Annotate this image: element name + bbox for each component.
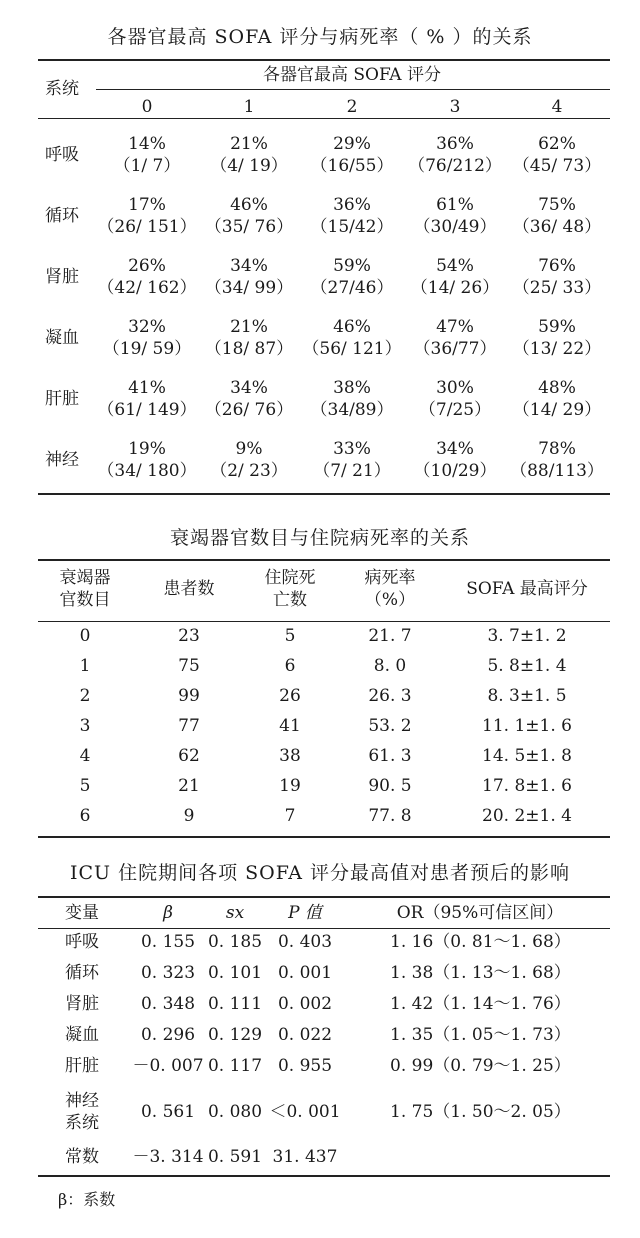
table3-or: 1. 38（1. 13～1. 68）	[390, 963, 571, 983]
table2-cell: 11. 1±1. 6	[482, 716, 572, 736]
table1-cell: 26% （42/ 162）	[97, 256, 197, 298]
table1-cell: 21% （18/ 87）	[204, 317, 294, 359]
table3-p: 0. 022	[277, 1025, 333, 1045]
table2-cell: 2	[79, 686, 91, 706]
table1-cell: 29% （16/55）	[310, 134, 394, 176]
table2-cell: 75	[178, 656, 200, 676]
table1-cell: 34% （26/ 76）	[204, 378, 294, 420]
table1-cell: 32% （19/ 59）	[102, 317, 192, 359]
table1-cell: 41% （61/ 149）	[97, 378, 197, 420]
table3-sx: 0. 185	[207, 932, 263, 952]
table3-or: 0. 99（0. 79～1. 25）	[390, 1056, 571, 1076]
table3-sx: 0. 129	[207, 1025, 263, 1045]
table3-p: 0. 002	[277, 994, 333, 1014]
table1-cell: 47% （36/77）	[413, 317, 497, 359]
table3-variable-label: 凝血	[65, 1025, 99, 1045]
table2-cell: 4	[79, 746, 91, 766]
table2-column-header: 住院死 亡数	[264, 568, 316, 610]
table3-column-header: P 值	[288, 903, 322, 923]
table2-column-header: SOFA 最高评分	[466, 579, 588, 599]
table2-cell: 0	[79, 626, 91, 646]
table2-cell: 77. 8	[368, 806, 412, 826]
table2-column-header: 患者数	[163, 579, 215, 599]
table2-cell: 8. 0	[373, 656, 407, 676]
table2-cell: 7	[284, 806, 296, 826]
table2-cell: 90. 5	[368, 776, 412, 796]
table2-cell: 41	[279, 716, 301, 736]
table2-cell: 14. 5±1. 8	[482, 746, 572, 766]
table2-cell: 62	[178, 746, 200, 766]
table3-p: ＜0. 001	[269, 1102, 341, 1122]
table2-cell: 6	[284, 656, 296, 676]
table1-cell: 21% （4/ 19）	[210, 134, 288, 176]
table1-group-rule	[96, 89, 610, 90]
table1-header-rule	[38, 118, 610, 119]
table1-header-system: 系统	[45, 79, 79, 99]
table3-column-header: β	[163, 903, 173, 923]
table3-beta: －0. 007	[132, 1056, 204, 1076]
table1-system-label: 循环	[45, 206, 79, 226]
table2-cell: 26	[279, 686, 301, 706]
table1-cell: 14% （1/ 7）	[113, 134, 181, 176]
table3-title: ICU 住院期间各项 SOFA 评分最高值对患者预后的影响	[69, 862, 571, 884]
table3-column-header: 变量	[65, 903, 99, 923]
table2-cell: 38	[279, 746, 301, 766]
table2-cell: 26. 3	[368, 686, 412, 706]
table3-sx: 0. 111	[207, 994, 263, 1014]
table2-column-header: 衰竭器 官数目	[59, 568, 111, 610]
table1-score-header: 0	[141, 97, 153, 117]
table1-header-group: 各器官最高 SOFA 评分	[263, 65, 441, 85]
table1-cell: 75% （36/ 48）	[512, 195, 602, 237]
table3-variable-label: 肾脏	[65, 994, 99, 1014]
table1-system-label: 凝血	[45, 328, 79, 348]
table1-score-header: 1	[243, 97, 255, 117]
table2-cell: 1	[79, 656, 91, 676]
table3-beta: 0. 348	[140, 994, 196, 1014]
table1-cell: 30% （7/25）	[418, 378, 492, 420]
footnote: β：系数	[58, 1190, 116, 1209]
table1-cell: 19% （34/ 180）	[97, 439, 197, 481]
table2-cell: 20. 2±1. 4	[482, 806, 572, 826]
table3-beta: 0. 296	[140, 1025, 196, 1045]
table2-top-rule	[38, 559, 610, 561]
table3-top-rule	[38, 896, 610, 898]
table1-top-rule	[38, 59, 610, 61]
table1-score-header: 4	[551, 97, 563, 117]
table2-header-rule	[38, 621, 610, 622]
table1-score-header: 3	[449, 97, 461, 117]
table3-variable-label: 肝脏	[65, 1056, 99, 1076]
table1-system-label: 呼吸	[45, 145, 79, 165]
table2-cell: 5	[79, 776, 91, 796]
table3-p: 0. 001	[277, 963, 333, 983]
table1-cell: 34% （34/ 99）	[204, 256, 294, 298]
table3-variable-label: 常数	[65, 1147, 99, 1167]
table2-cell: 61. 3	[368, 746, 412, 766]
table1-system-label: 神经	[45, 450, 79, 470]
table1-cell: 34% （10/29）	[413, 439, 497, 481]
table1-system-label: 肾脏	[45, 267, 79, 287]
table3-sx: 0. 080	[207, 1102, 263, 1122]
table3-column-header: sx	[225, 903, 245, 923]
table3-variable-label: 循环	[65, 963, 99, 983]
table1-cell: 17% （26/ 151）	[97, 195, 197, 237]
table3-column-header: OR（95%可信区间）	[396, 903, 564, 923]
table2-column-header: 病死率 （%）	[364, 568, 416, 610]
table1-cell: 36% （15/42）	[310, 195, 394, 237]
table3-or: 1. 75（1. 50～2. 05）	[390, 1102, 571, 1122]
table3-beta: 0. 561	[140, 1102, 196, 1122]
table1-cell: 33% （7/ 21）	[313, 439, 391, 481]
table2-cell: 53. 2	[368, 716, 412, 736]
table3-or: 1. 35（1. 05～1. 73）	[390, 1025, 571, 1045]
table2-cell: 5. 8±1. 4	[487, 656, 567, 676]
table1-cell: 54% （14/ 26）	[410, 256, 500, 298]
table1-title: 各器官最高 SOFA 评分与病死率（ % ）的关系	[107, 26, 533, 48]
table3-or: 1. 16（0. 81～1. 68）	[390, 932, 571, 952]
table3-bottom-rule	[38, 1175, 610, 1177]
table1-cell: 59% （13/ 22）	[512, 317, 602, 359]
table2-cell: 21. 7	[368, 626, 412, 646]
table1-cell: 59% （27/46）	[310, 256, 394, 298]
table3-sx: 0. 117	[207, 1056, 263, 1076]
table2-bottom-rule	[38, 836, 610, 838]
table2-cell: 17. 8±1. 6	[482, 776, 572, 796]
table2-cell: 23	[178, 626, 200, 646]
table2-cell: 3. 7±1. 2	[487, 626, 567, 646]
table1-cell: 61% （30/49）	[413, 195, 497, 237]
table2-cell: 3	[79, 716, 91, 736]
table1-cell: 46% （35/ 76）	[204, 195, 294, 237]
table2-cell: 19	[279, 776, 301, 796]
table1-cell: 9% （2/ 23）	[210, 439, 288, 481]
table3-beta: 0. 323	[140, 963, 196, 983]
table3-variable-label: 呼吸	[65, 932, 99, 952]
table3-p: 31. 437	[272, 1147, 338, 1167]
table1-cell: 62% （45/ 73）	[512, 134, 602, 176]
table2-cell: 99	[178, 686, 200, 706]
table3-p: 0. 403	[277, 932, 333, 952]
table2-cell: 8. 3±1. 5	[487, 686, 567, 706]
table2-title: 衰竭器官数目与住院病死率的关系	[169, 527, 470, 549]
table2-cell: 6	[79, 806, 91, 826]
table3-sx: 0. 101	[207, 963, 263, 983]
table1-cell: 48% （14/ 29）	[512, 378, 602, 420]
table1-cell: 38% （34/89）	[310, 378, 394, 420]
table1-cell: 46% （56/ 121）	[302, 317, 402, 359]
table1-score-header: 2	[346, 97, 358, 117]
table2-cell: 9	[183, 806, 195, 826]
table1-bottom-rule	[38, 493, 610, 495]
table3-variable-label: 神经 系统	[65, 1091, 99, 1133]
table2-cell: 21	[178, 776, 200, 796]
table3-or: 1. 42（1. 14～1. 76）	[390, 994, 571, 1014]
table3-p: 0. 955	[277, 1056, 333, 1076]
table1-system-label: 肝脏	[45, 389, 79, 409]
table1-cell: 78% （88/113）	[510, 439, 604, 481]
table3-beta: －3. 314	[132, 1147, 204, 1167]
table3-header-rule	[38, 928, 610, 929]
table2-cell: 5	[284, 626, 296, 646]
table3-beta: 0. 155	[140, 932, 196, 952]
table1-cell: 36% （76/212）	[408, 134, 502, 176]
table2-cell: 77	[178, 716, 200, 736]
table1-cell: 76% （25/ 33）	[512, 256, 602, 298]
table3-sx: 0. 591	[207, 1147, 263, 1167]
